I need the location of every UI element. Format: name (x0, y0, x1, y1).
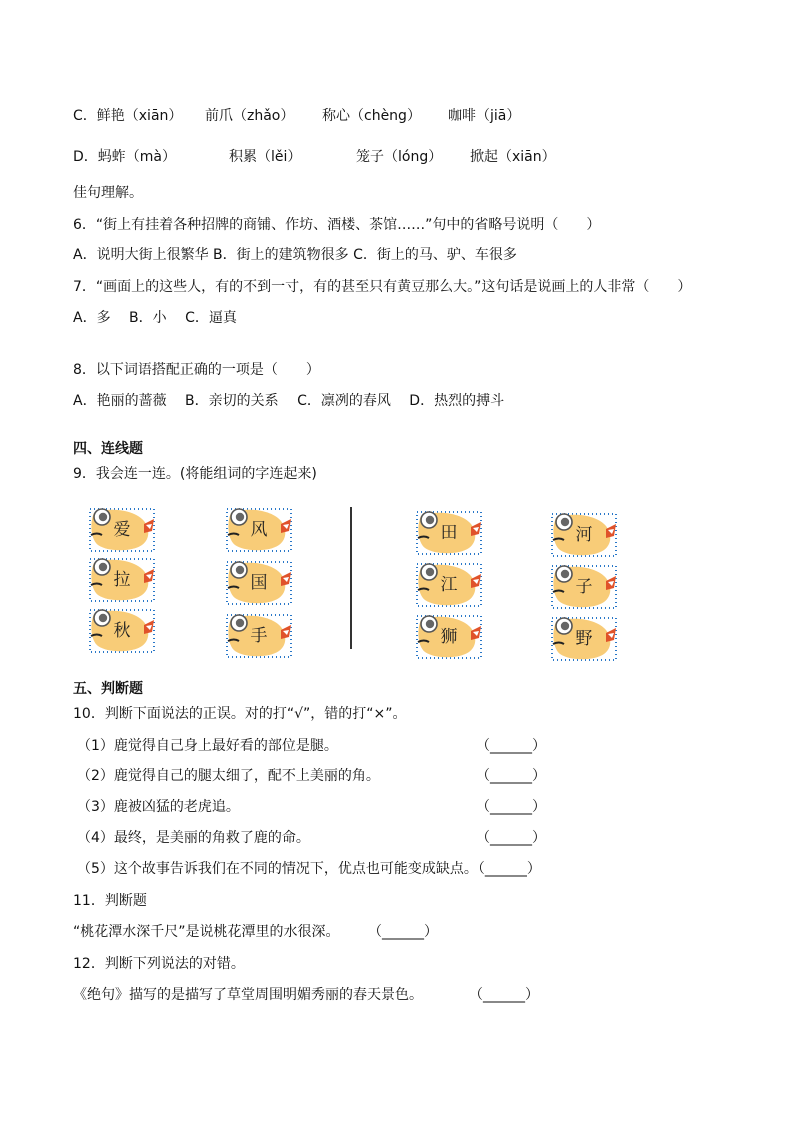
q7-options: A．多 B．小 C．逼真 (73, 310, 237, 326)
q10-item-5: （5）这个故事告诉我们在不同的情况下，优点也可能变成缺点。（______） (77, 861, 541, 877)
option-c-1: C．鲜艳（xiān） (73, 108, 183, 124)
bird-character: 爱 (113, 520, 131, 540)
q12-title: 12．判断下列说法的对错。 (73, 956, 245, 972)
answer-blank[interactable]: （______） (476, 738, 546, 754)
q10-item-1: （1）鹿觉得自己身上最好看的部位是腿。 (77, 738, 338, 754)
bird-tile[interactable] (415, 614, 483, 660)
q10-item-3: （3）鹿被凶猛的老虎追。 (77, 799, 240, 815)
option-c-3: 称心（chèng） (322, 108, 421, 124)
bird-tile[interactable] (225, 507, 293, 553)
bird-character: 江 (440, 575, 458, 595)
q6-stem: 6．“街上有挂着各种招牌的商铺、作坊、酒楼、茶馆……”句中的省略号说明（ ） (73, 217, 601, 233)
bird-character: 狮 (440, 627, 458, 647)
q10-stem: 10．判断下面说法的正误。对的打“√”，错的打“×”。 (73, 706, 407, 722)
q12-text: 《绝句》描写的是描写了草堂周围明媚秀丽的春天景色。 (73, 987, 423, 1003)
bird-tile[interactable] (88, 608, 156, 654)
answer-blank[interactable]: （______） (476, 830, 546, 846)
bird-character: 野 (575, 629, 593, 649)
matching-divider (350, 507, 352, 649)
section-heading-jiaju: 佳句理解。 (73, 185, 143, 201)
answer-blank[interactable]: （______） (476, 799, 546, 815)
bird-character: 子 (575, 577, 593, 597)
bird-tile[interactable] (88, 557, 156, 603)
q8-stem: 8．以下词语搭配正确的一项是（ ） (73, 362, 320, 378)
q9-stem: 9．我会连一连。(将能组词的字连起来) (73, 466, 317, 482)
bird-character: 国 (250, 573, 268, 593)
option-d-4: 掀起（xiān） (470, 149, 556, 165)
bird-tile[interactable] (415, 510, 483, 556)
bird-tile[interactable] (225, 613, 293, 659)
bird-tile[interactable] (415, 562, 483, 608)
q10-item-2: （2）鹿觉得自己的腿太细了，配不上美丽的角。 (77, 768, 380, 784)
option-c-2: 前爪（zhǎo） (205, 108, 295, 124)
bird-tile[interactable] (550, 616, 618, 662)
option-d-3: 笼子（lóng） (356, 149, 443, 165)
option-d-1: D．蚂蚱（mà） (73, 149, 176, 165)
bird-tile[interactable] (88, 507, 156, 553)
answer-blank[interactable]: （______） (469, 987, 539, 1003)
q6-options: A．说明大街上很繁华 B．街上的建筑物很多 C．街上的马、驴、车很多 (73, 247, 517, 263)
q7-stem: 7．“画面上的这些人，有的不到一寸，有的甚至只有黄豆那么大。”这句话是说画上的人非常（ ） (73, 279, 692, 295)
option-c-4: 咖啡（jiā） (448, 108, 521, 124)
q8-options: A．艳丽的蔷薇 B．亲切的关系 C．凛冽的春风 D．热烈的搏斗 (73, 393, 505, 409)
bird-character: 河 (575, 525, 593, 545)
section-4-title: 四、连线题 (73, 441, 143, 457)
bird-character: 秋 (113, 621, 131, 641)
bird-character: 手 (250, 626, 268, 646)
bird-character: 拉 (113, 570, 131, 590)
q10-item-4: （4）最终，是美丽的角救了鹿的命。 (77, 830, 310, 846)
q11-title: 11．判断题 (73, 893, 147, 909)
section-5-title: 五、判断题 (73, 681, 143, 697)
bird-tile[interactable] (550, 564, 618, 610)
answer-blank[interactable]: （______） (368, 924, 438, 940)
q11-text: “桃花潭水深千尺”是说桃花潭里的水很深。 (73, 924, 340, 940)
answer-blank[interactable]: （______） (476, 768, 546, 784)
bird-character: 田 (440, 523, 458, 543)
bird-character: 风 (250, 520, 268, 540)
bird-tile[interactable] (225, 560, 293, 606)
bird-tile[interactable] (550, 512, 618, 558)
option-d-2: 积累（lěi） (229, 149, 302, 165)
